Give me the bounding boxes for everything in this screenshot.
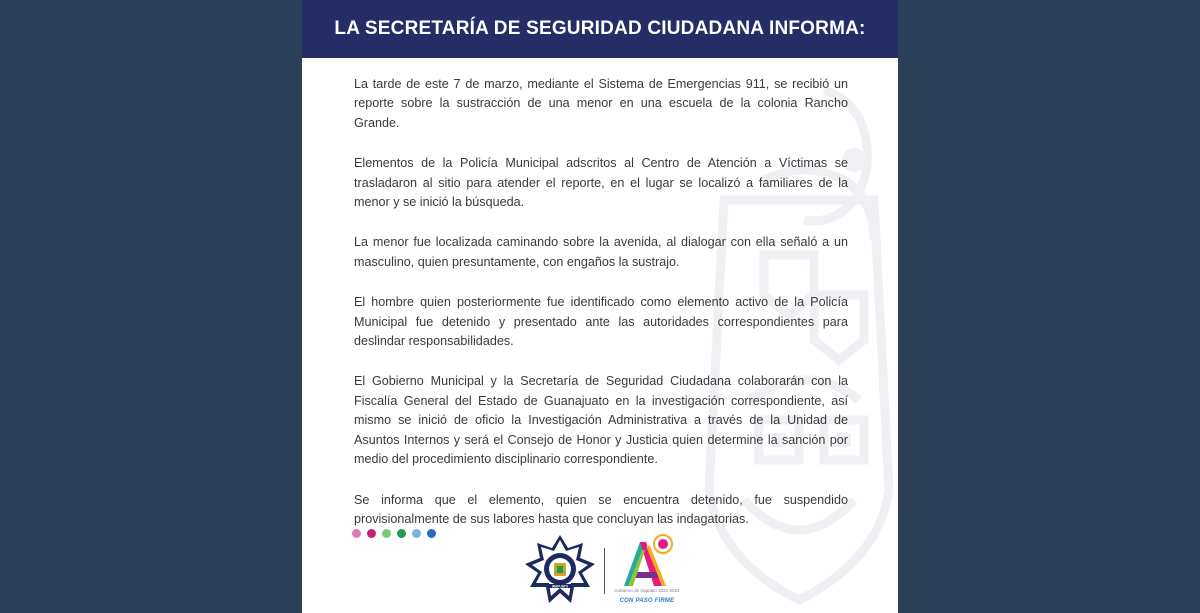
- page-title: LA SECRETARÍA DE SEGURIDAD CIUDADANA INFORMA:: [334, 18, 866, 39]
- government-slogan: CON PASO FIRME: [619, 598, 675, 604]
- decorative-dots: [352, 529, 436, 538]
- press-release-card: [302, 0, 898, 613]
- press-release-body: [354, 75, 848, 550]
- paragraph-3: La menor fue localizada caminando sobre la avenida, al dialogar con ella señaló a un masculino, quien presuntamente, con engaños la sustrajo.: [354, 235, 848, 269]
- paragraph-2: Elementos de la Policía Municipal adscritos al Centro de Atención a Víctimas se trasladaron al sitio para atender el reporte, en el lugar se localizó a familiares de la menor y se inició la búsqueda.: [354, 156, 848, 210]
- decorative-dot: [352, 529, 361, 538]
- paragraph-5: El Gobierno Municipal y la Secretaría de Seguridad Ciudadana colaborarán con la Fiscalía General del Estado de Guanajuato en la investigación correspondiente, así mismo se inició de oficio la Investigación Administrativa a través de la Unidad de Asuntos Internos y será el Consejo de Honor y Justicia quien determine la sanción por medio del procedimiento disciplinario correspondiente.: [354, 374, 848, 467]
- logo-divider: [604, 548, 605, 594]
- header-banner: [302, 0, 898, 58]
- paragraph-1: La tarde de este 7 de marzo, mediante el Sistema de Emergencias 911, se recibió un reporte sobre la sustracción de una menor en una escuela de la colonia Rancho Grande.: [354, 77, 848, 130]
- footer-logos: [524, 532, 684, 610]
- government-caption: Gobierno de Irapuato 2021-2024: [614, 588, 680, 593]
- badge-text: IRAPUATO: [551, 584, 569, 589]
- decorative-dot: [412, 529, 421, 538]
- decorative-dot: [427, 529, 436, 538]
- paragraph-6: Se informa que el elemento, quien se encuentra detenido, fue suspendido provisionalmente de sus labores hasta que concluyan las indagatorias.: [354, 492, 848, 526]
- government-a-logo-icon: [616, 532, 678, 588]
- decorative-dot: [367, 529, 376, 538]
- decorative-dot: [397, 529, 406, 538]
- police-star-badge-icon: [524, 534, 596, 606]
- decorative-dot: [382, 529, 391, 538]
- paragraph-4: El hombre quien posteriormente fue identificado como elemento activo de la Policía Municipal fue detenido y presentado ante las autoridades correspondientes para deslindar responsabilidades.: [354, 295, 848, 349]
